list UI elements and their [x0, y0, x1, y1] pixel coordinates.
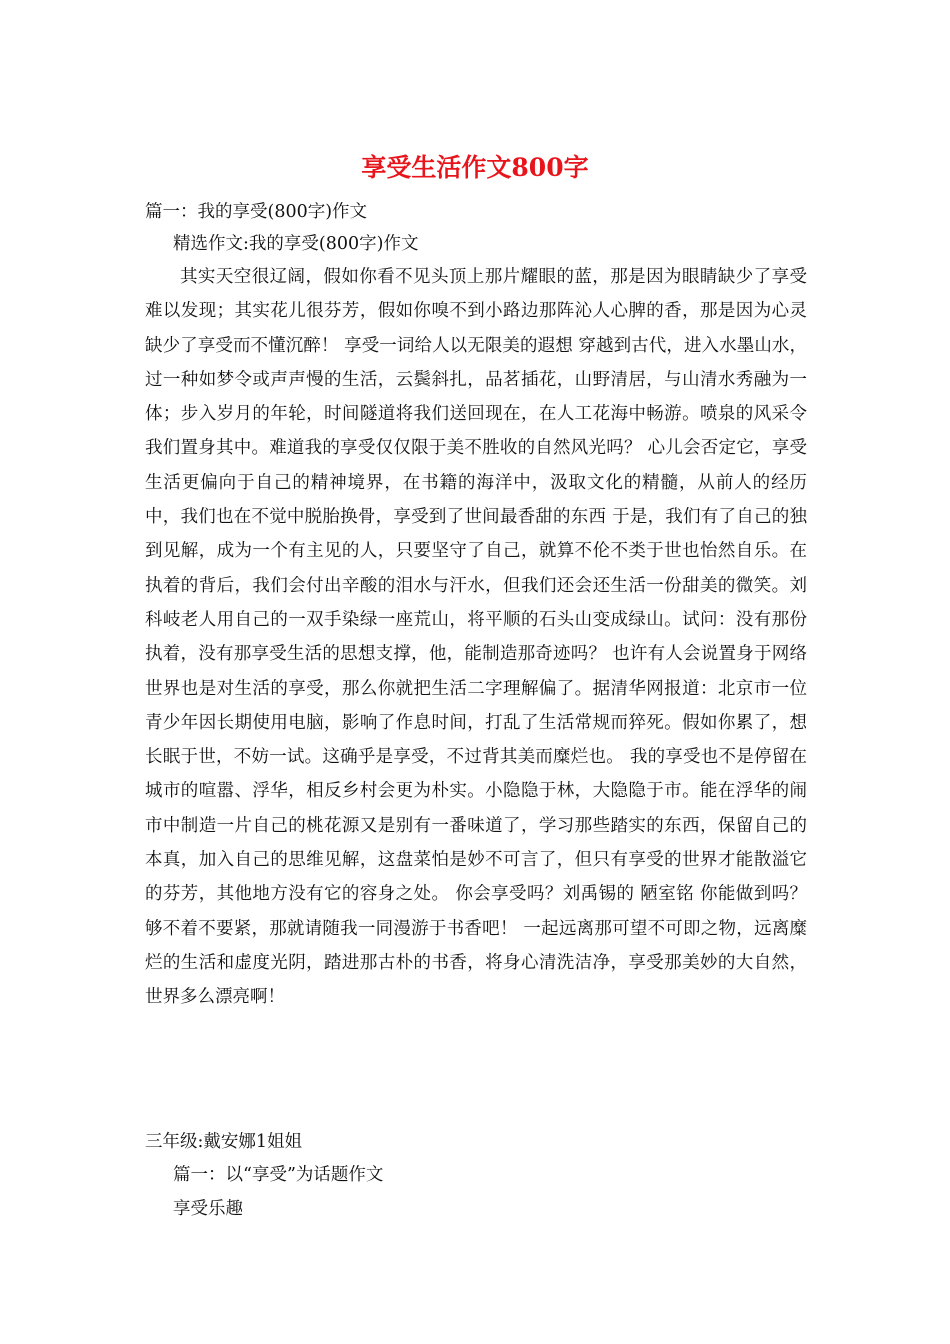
author-line: 三年级:戴安娜1姐姐	[145, 1132, 303, 1152]
section1-body: 其实天空很辽阔，假如你看不见头顶上那片耀眼的蓝，那是因为眼睛缺少了享受难以发现；其实花儿很芬芳，假如你嗅不到小路边那阵沁人心脾的香，那是因为心灵缺少了享受而不懂沉醉！ 享受一词给人以无限美的遐想 穿越到古代，进入水墨山水，过一种如梦令或声声慢的生活，云鬓斜扎，品茗插花，山野清居，与山清水秀融为一体；步入岁月的年轮，时间隧道将我们送回现在，在人工花海中畅游。喷泉的风采令我们置身其中。难道我的享受仅仅限于美不胜收的自然风光吗？ 心儿会否定它，享受生活更偏向于自己的精神境界，在书籍的海洋中，汲取文化的精髓，从前人的经历中，我们也在不觉中脱胎换骨，享受到了世间最香甜的东西 于是，我们有了自己的独到见解，成为一个有主见的人，只要坚守了自己，就算不伦不类于世也怡然自乐。在执着的背后，我们会付出辛酸的泪水与汗水，但我们还会还生活一份甜美的微笑。刘科岐老人用自己的一双手染绿一座荒山，将平顺的石头山变成绿山。试问：没有那份执着，没有那享受生活的思想支撑，他，能制造那奇迹吗？ 也许有人会说置身于网络世界也是对生活的享受，那么你就把生活二字理解偏了。据清华网报道：北京市一位青少年因长期使用电脑，影响了作息时间，打乱了生活常规而猝死。假如你累了，想长眠于世，不妨一试。这确乎是享受，不过背其美而糜烂也。 我的享受也不是停留在城市的喧嚣、浮华，相反乡村会更为朴实。小隐隐于林，大隐隐于市。能在浮华的闹市中制造一片自己的桃花源又是别有一番味道了，学习那些踏实的东西，保留自己的本真，加入自己的思维见解，这盘菜怕是妙不可言了，但只有享受的世界才能散溢它的芬芳，其他地方没有它的容身之处。 你会享受吗？刘禹锡的 陋室铭 你能做到吗？够不着不要紧，那就请随我一同漫游于书香吧！ 一起远离那可望不可即之物，远离糜烂的生活和虚度光阴，踏进那古朴的书香，将身心清洗洁净，享受那美妙的大自然，世界多么漂亮啊！	[145, 267, 807, 1008]
section2-heading: 篇一：以“享受”为话题作文	[173, 1165, 384, 1185]
section2-subheading: 享受乐趣	[173, 1199, 243, 1219]
section1-subheading: 精选作文:我的享受(800字)作文	[173, 234, 419, 254]
section1-heading: 篇一：我的享受(800字)作文	[145, 202, 368, 222]
document-title: 享受生活作文800字	[361, 153, 589, 182]
